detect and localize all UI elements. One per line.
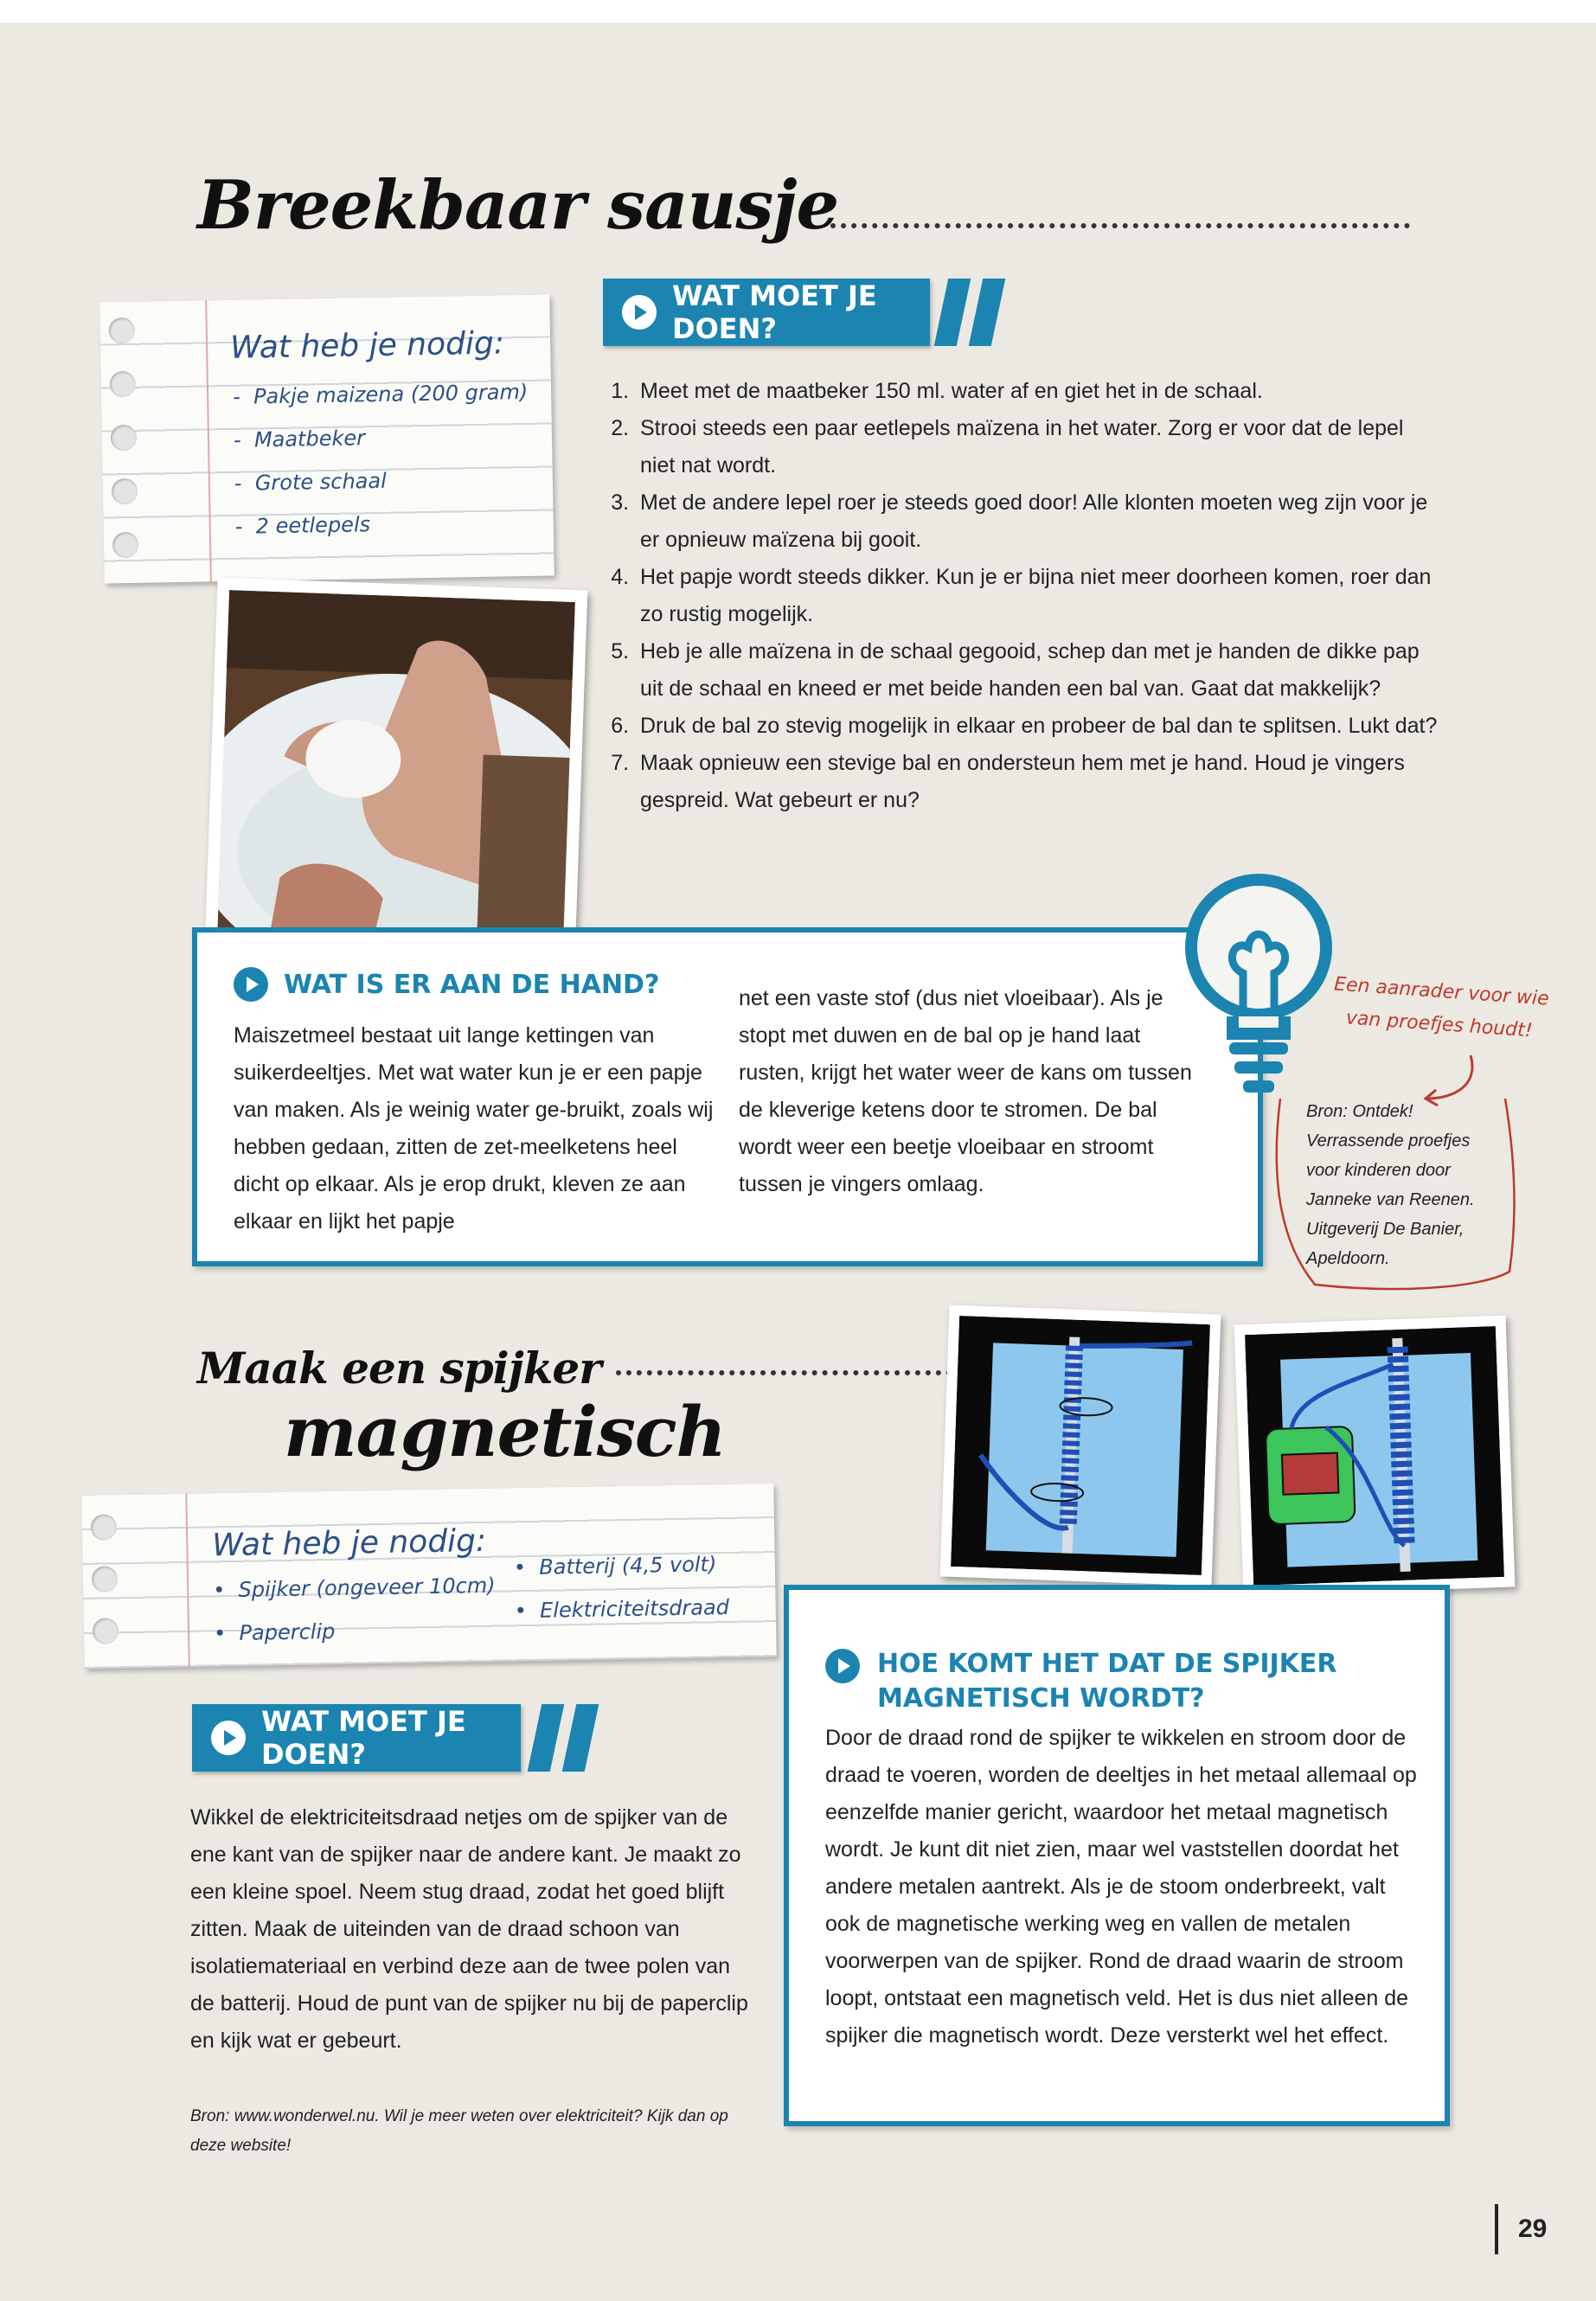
section2-title-line2: magnetisch <box>284 1391 726 1472</box>
needs-item: - Maatbeker <box>233 426 366 452</box>
step-item: 6. Druk de bal zo stevig mogelijk in elkaar en probeer de bal dan te splitsen. Lukt dat? <box>635 708 1439 745</box>
howto-banner <box>603 279 930 346</box>
howto-label: WAT MOET JE DOEN? <box>672 279 877 345</box>
explain-title: HOE KOMT HET DAT DE SPIJKER MAGNETISCH WORDT? <box>877 1649 1337 1714</box>
explain-box <box>192 927 1263 1266</box>
step-item: 7. Maak opnieuw een stevige bal en ondersteun hem met je hand. Houd je vingers gespreid. Wat gebeurt er nu? <box>635 745 1439 819</box>
banner-stripe <box>934 279 971 346</box>
needs-note <box>99 294 554 583</box>
banner-stripe <box>562 1704 599 1772</box>
lightbulb-icon <box>1172 869 1345 1103</box>
needs-item: - Pakje maizena (200 gram) <box>232 379 529 409</box>
tip-note: Een aanrader voor wie van proefjes houdt! <box>1333 973 1550 1042</box>
needs-note <box>81 1484 776 1669</box>
needs-item: • Elektriciteitsdraad <box>514 1594 730 1624</box>
needs-item: - 2 eetlepels <box>234 512 371 539</box>
play-icon <box>211 1721 246 1755</box>
howto-label: WAT MOET JE DOEN? <box>261 1705 466 1771</box>
step-item: 5. Heb je alle maïzena in de schaal gegooid, schep dan met je handen de dikke pap uit de schaal en kneed er met beide handen een bal van. Gaat dat makkelijk? <box>635 633 1439 708</box>
needs-title: Wat heb je nodig: <box>211 1522 487 1564</box>
needs-item: • Paperclip <box>213 1618 336 1646</box>
explain-col2: net een vaste stof (dus niet vloeibaar). Als je stopt met duwen en de bal op je hand laat rusten, krijgt het water weer de kans om tussen de kleverige ketens door te stromen. De bal wordt weer een beetje vloeibaar en stroomt tussen je vingers omlaag. <box>739 986 1192 1196</box>
step-item: 3. Met de andere lepel roer je steeds goed door! Alle klonten moeten weg zijn voor je er opnieuw maïzena bij gooit. <box>635 484 1439 559</box>
step-item: 4. Het papje wordt steeds dikker. Kun je er bijna niet meer doorheen komen, roer dan zo rustig mogelijk. <box>635 559 1439 633</box>
section2-title-line1: Maak een spijker <box>197 1343 601 1394</box>
play-icon <box>825 1649 860 1683</box>
explain-title: WAT IS ER AAN DE HAND? <box>284 969 660 1000</box>
step-item: 2. Strooi steeds een paar eetlepels maïzena in het water. Zorg er voor dat de lepel niet nat wordt. <box>635 410 1439 484</box>
nail-battery-photo <box>1234 1316 1516 1597</box>
explain-heading <box>234 967 659 1002</box>
page-number-rule <box>1495 2204 1498 2254</box>
nail-coil-photo <box>940 1305 1221 1586</box>
explain-text: Door de draad rond de spijker te wikkelen en stroom door de draad te voeren, worden de deeltjes in het metaal allemaal op eenzelfde manier gericht, waardoor het metaal magnetisch wordt. Je kunt dit niet zien, maar wel vaststellen doordat het andere metalen aantrekt. Als je de stoom onderbreekt, valt ook de magnetische werking weg en vallen de metalen voorwerpen van de spijker. Rond de draad waarin de stroom loopt, ontstaat een magnetisch veld. Het is dus niet alleen de spijker die magnetisch wordt. Deze versterkt wel het effect. <box>825 1726 1417 2048</box>
title-dotted-rule <box>830 223 1410 228</box>
explain-box <box>784 1585 1450 2126</box>
banner-stripe <box>528 1704 565 1772</box>
source-note-2: Bron: www.wonderwel.nu. Wil je meer weten over elektriciteit? Kijk dan op deze website! <box>190 2107 728 2155</box>
play-icon <box>622 295 657 330</box>
needs-item: • Spijker (ongeveer 10cm) <box>213 1573 496 1603</box>
explain-col1: Maiszetmeel bestaat uit lange kettingen van suikerdeeltjes. Met wat water kun je er een papje van maken. Als je weinig water ge-bruikt, zoals wij hebben gedaan, zitten de zet-meelketens heel dicht op elkaar. Als je erop drukt, kleven ze aan elkaar en lijkt het papje <box>234 1023 714 1234</box>
needs-item: • Batterij (4,5 volt) <box>513 1552 717 1580</box>
steps-list <box>606 373 1439 819</box>
play-icon <box>234 967 268 1002</box>
section1-title: Breekbaar sausje <box>197 166 839 245</box>
banner-stripe <box>969 279 1006 346</box>
page-number: 29 <box>1518 2214 1548 2243</box>
page-top-band <box>0 0 1596 22</box>
source-note-1: Bron: Ontdek! Verrassende proefjes voor kinderen door Janneke van Reenen. Uitgeverij De Banier, Apeldoorn. <box>1306 1102 1475 1268</box>
title-dotted-rule <box>616 1370 962 1375</box>
instructions-text: Wikkel de elektriciteitsdraad netjes om de spijker van de ene kant van de spijker naar de andere kant. Je maakt zo een kleine spoel. Neem stug draad, zodat het goed blijft zitten. Maak de uiteinden van de draad schoon van isolatiemateriaal en verbind deze aan de twee polen van de batterij. Houd de punt van de spijker nu bij de paperclip en kijk wat er gebeurt. <box>190 1805 748 2053</box>
needs-title: Wat heb je nodig: <box>229 325 505 366</box>
howto-banner <box>192 1704 521 1772</box>
hands-cornstarch-photo <box>205 578 588 961</box>
step-item: 1. Meet met de maatbeker 150 ml. water af en giet het in de schaal. <box>635 373 1439 410</box>
needs-item: - Grote schaal <box>234 468 387 496</box>
